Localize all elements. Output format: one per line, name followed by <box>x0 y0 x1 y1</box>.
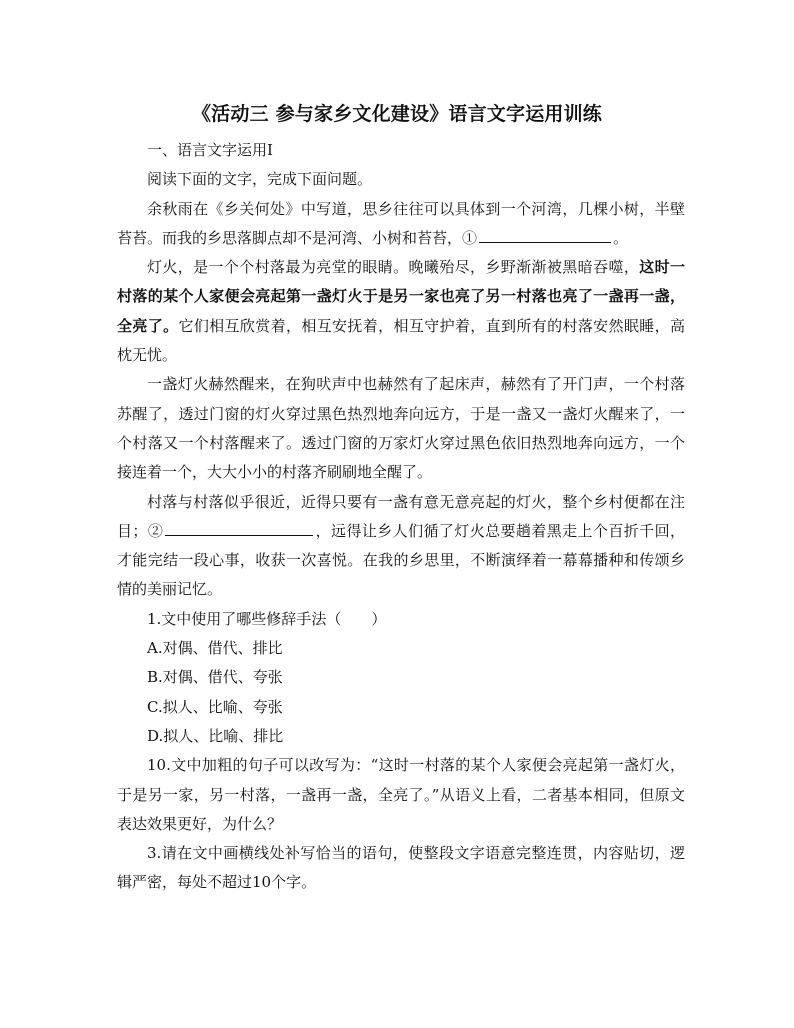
passage-paragraph-3: 一盏灯火赫然醒来，在狗吠声中也赫然有了起床声，赫然有了开门声，一个村落苏醒了，透过门窗的灯火穿过黑色热烈地奔向远方，于是一盏又一盏灯火醒来了，一个村落又一个村落醒来了。透过门窗的万家灯火穿过黑色依旧热烈地奔向远方，一个接连着一个，大大小小的村落齐刷刷地全醒了。 <box>117 375 685 482</box>
document-body <box>117 136 685 898</box>
question-1: 1.文中使用了哪些修辞手法（ ） <box>147 609 387 628</box>
passage-paragraph-2 <box>117 253 685 370</box>
passage-paragraph-1-text: 余秋雨在《乡关何处》中写道，思乡往往可以具体到一个河湾，几棵小树，半壁苔苔。而我的乡思落脚点却不是河湾、小树和苔苔，① <box>117 199 685 247</box>
instruction-text: 阅读下面的文字，完成下面问题。 <box>147 170 373 189</box>
question-1-option-b: B.对偶、借代、夸张 <box>147 668 283 687</box>
passage-paragraph-2-start: 灯火，是一个个村落最为亮堂的眼睛。晚曦殆尽，乡野渐渐被黑暗吞噬， <box>147 258 640 277</box>
question-1-option-d: D.拟人、比喻、排比 <box>147 726 284 745</box>
question-3: 3.请在文中画横线处补写恰当的语句，使整段文字语意完整连贯，内容贴切，逻辑严密，每处不超过10个字。 <box>117 844 685 892</box>
question-1-option-a: A.对偶、借代、排比 <box>147 639 283 658</box>
bold-sentence: 这时一村落的某个人家便会亮起第一盏灯火于是另一家也亮了另一村落也亮了一盏再一盏，全亮了。 <box>117 258 685 335</box>
question-2: 10.文中加粗的句子可以改写为：“这时一村落的某个人家便会亮起第一盏灯火，于是另一家，另一村落，一盏再一盏，全亮了。”从语义上看，二者基本相同，但原文表达效果更好，为什么？ <box>117 756 685 833</box>
answer-blank-1[interactable] <box>479 226 611 243</box>
passage-paragraph-4-start: 村落与村落似乎很近，近得只要有一盏有意无意亮起的灯火，整个乡村便都在注目；② <box>117 492 685 540</box>
passage-paragraph-4-end: ，远得让乡人们循了灯火总要趟着黑走上个百折千回，才能完结一段心事，收获一次喜悦。在我的乡思里，不断演绎着一幕幕播种和传颂乡情的美丽记忆。 <box>117 521 685 599</box>
passage-paragraph-1-end: 。 <box>613 228 629 247</box>
document-title: 《活动三 参与家乡文化建设》语言文字运用训练 <box>191 103 603 125</box>
passage-paragraph-2-end: 它们相互欣赏着，相互安抚着，相互守护着，直到所有的村落安然眠睡，高枕无忧。 <box>117 316 685 365</box>
passage-paragraph-4 <box>117 488 685 605</box>
passage-paragraph-1 <box>117 195 685 254</box>
question-1-option-c: C.拟人、比喻、夸张 <box>147 697 283 716</box>
answer-blank-2[interactable] <box>165 519 313 536</box>
section-heading: 一、语言文字运用Ⅰ <box>147 141 273 159</box>
